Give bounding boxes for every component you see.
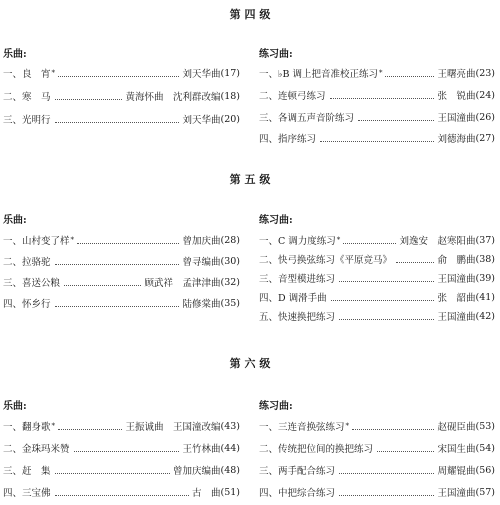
entry-page: (44) — [220, 442, 240, 454]
entry-page: (57) — [475, 486, 495, 498]
pieces-header: 乐曲: — [3, 49, 27, 60]
pieces-header: 乐曲: — [3, 401, 27, 412]
entry-page: (42) — [475, 310, 495, 322]
entry-page: (38) — [475, 253, 495, 265]
toc-entry[interactable] — [259, 441, 495, 455]
entry-author: 王曙亮曲 — [437, 69, 476, 80]
entry-author: 俞 鹏曲 — [437, 255, 476, 266]
toc-entry[interactable] — [259, 252, 495, 266]
dot-leader — [339, 319, 434, 320]
entry-title: 一、翻身歌 — [3, 422, 51, 433]
dot-leader — [330, 98, 435, 99]
entry-author: 曾加庆曲 — [182, 236, 221, 247]
etudes-header: 练习曲: — [259, 49, 293, 60]
entry-title: 二、传统把位间的换把练习 — [259, 444, 374, 455]
dot-leader — [343, 243, 396, 244]
toc-entry[interactable] — [259, 88, 495, 102]
dot-leader — [74, 451, 180, 452]
toc-entry[interactable] — [3, 89, 240, 103]
entry-page: (28) — [220, 234, 240, 246]
entry-page: (18) — [220, 90, 240, 102]
entry-page: (53) — [475, 420, 495, 432]
entry-author: 王振诚曲 王国潼改编 — [125, 422, 221, 433]
entry-page: (23) — [475, 67, 495, 79]
toc-entry[interactable] — [259, 233, 495, 247]
entry-title: 四、怀乡行 — [3, 299, 51, 310]
entry-author: 刘天华曲 — [182, 115, 221, 126]
dot-leader — [55, 264, 180, 265]
entry-title: 四、中把综合练习 — [259, 488, 336, 499]
entry-author: 刘天华曲 — [182, 69, 221, 80]
toc-entry[interactable] — [3, 441, 240, 455]
dot-leader — [339, 281, 434, 282]
entry-author: 王竹林曲 — [182, 444, 221, 455]
dot-leader — [64, 285, 141, 286]
entry-title: 一、♭B 调上把音准校正练习 — [259, 69, 378, 80]
entry-author: 刘德海曲 — [437, 134, 476, 145]
toc-entry[interactable] — [3, 296, 240, 310]
entry-page: (30) — [220, 255, 240, 267]
entry-title: 二、快弓换弦练习《平原竞马》 — [259, 255, 393, 266]
entry-page: (17) — [220, 67, 240, 79]
entry-page: (41) — [475, 291, 495, 303]
toc-entry[interactable] — [3, 66, 240, 80]
dot-leader — [55, 306, 180, 307]
entry-page: (26) — [475, 111, 495, 123]
entry-title: 三、两手配合练习 — [259, 466, 336, 477]
toc-entry[interactable] — [3, 112, 240, 126]
entry-title: 一、山村变了样 — [3, 236, 70, 247]
dot-leader — [377, 451, 434, 452]
toc-entry[interactable] — [259, 485, 495, 499]
entry-title: 一、三连音换弦练习 — [259, 422, 345, 433]
dot-leader — [55, 495, 189, 496]
toc-entry[interactable] — [259, 419, 495, 433]
entry-author: 黄海怀曲 沈利群改编 — [125, 92, 221, 103]
dot-leader — [339, 473, 434, 474]
toc-entry[interactable] — [259, 463, 495, 477]
dot-leader — [396, 262, 434, 263]
entry-page: (37) — [475, 234, 495, 246]
entry-author: 王国潼曲 — [437, 274, 476, 285]
entry-page: (24) — [475, 89, 495, 101]
entry-author: 宋国生曲 — [437, 444, 476, 455]
dot-leader — [55, 473, 170, 474]
entry-author: 陆修棠曲 — [182, 299, 221, 310]
entry-author: 张 韶曲 — [437, 293, 476, 304]
dot-leader — [58, 429, 122, 430]
dot-leader — [320, 141, 434, 142]
toc-entry[interactable] — [259, 271, 495, 285]
etudes-header: 练习曲: — [259, 215, 293, 226]
entry-title: 三、喜送公粮 — [3, 278, 61, 289]
toc-entry[interactable] — [259, 66, 495, 80]
toc-entry[interactable] — [3, 254, 240, 268]
entry-author: 周耀锟曲 — [437, 466, 476, 477]
entry-star: * — [51, 69, 56, 77]
toc-entry[interactable] — [3, 233, 240, 247]
toc-entry[interactable] — [259, 110, 495, 124]
entry-title: 四、指序练习 — [259, 134, 317, 145]
level-title: 第 六 级 — [229, 357, 271, 370]
entry-page: (48) — [220, 464, 240, 476]
entry-page: (56) — [475, 464, 495, 476]
entry-author: 张 锐曲 — [437, 91, 476, 102]
entry-title: 一、良 宵 — [3, 69, 51, 80]
etudes-header: 练习曲: — [259, 401, 293, 412]
entry-author: 曾加庆编曲 — [172, 466, 221, 477]
entry-author: 顾武祥 孟津津曲 — [144, 278, 221, 289]
dot-leader — [339, 495, 434, 496]
dot-leader — [58, 76, 179, 77]
entry-star: * — [378, 69, 383, 77]
entry-author: 刘逸安 赵寒阳曲 — [399, 236, 476, 247]
entry-page: (32) — [220, 276, 240, 288]
entry-author: 曾寻编曲 — [182, 257, 221, 268]
entry-star: * — [345, 422, 350, 430]
entry-title: 三、赶 集 — [3, 466, 51, 477]
dot-leader — [55, 122, 180, 123]
dot-leader — [352, 429, 434, 430]
entry-title: 一、C 调力度练习 — [259, 236, 336, 247]
entry-author: 古 曲 — [191, 488, 221, 499]
dot-leader — [385, 76, 434, 77]
level-title: 第 五 级 — [229, 173, 271, 186]
dot-leader — [55, 99, 123, 100]
entry-title: 二、连顿弓练习 — [259, 91, 326, 102]
entry-page: (20) — [220, 113, 240, 125]
toc-entry[interactable] — [259, 290, 495, 304]
entry-title: 二、金珠玛米赞 — [3, 444, 70, 455]
entry-title: 四、D 调滑手曲 — [259, 293, 327, 304]
entry-star: * — [70, 236, 75, 244]
entry-title: 二、拉骆驼 — [3, 257, 51, 268]
toc-entry[interactable] — [3, 485, 240, 499]
entry-author: 赵砚臣曲 — [437, 422, 476, 433]
entry-page: (35) — [220, 297, 240, 309]
entry-title: 三、各调五声音阶练习 — [259, 113, 355, 124]
entry-star: * — [51, 422, 56, 430]
entry-title: 三、音型模进练习 — [259, 274, 336, 285]
entry-title: 二、寒 马 — [3, 92, 51, 103]
entry-page: (54) — [475, 442, 495, 454]
toc-entry[interactable] — [259, 131, 495, 145]
entry-page: (43) — [220, 420, 240, 432]
entry-star: * — [336, 236, 341, 244]
dot-leader — [77, 243, 179, 244]
entry-page: (51) — [220, 486, 240, 498]
entry-title: 三、光明行 — [3, 115, 51, 126]
entry-author: 王国潼曲 — [437, 488, 476, 499]
toc-entry[interactable] — [3, 275, 240, 289]
dot-leader — [358, 120, 434, 121]
entry-author: 王国潼曲 — [437, 113, 476, 124]
level-title: 第 四 级 — [229, 8, 271, 21]
pieces-header: 乐曲: — [3, 215, 27, 226]
entry-author: 王国潼曲 — [437, 312, 476, 323]
entry-page: (27) — [475, 132, 495, 144]
toc-entry[interactable] — [3, 463, 240, 477]
dot-leader — [331, 300, 435, 301]
toc-entry[interactable] — [3, 419, 240, 433]
toc-entry[interactable] — [259, 309, 495, 323]
entry-page: (39) — [475, 272, 495, 284]
entry-title: 五、快速换把练习 — [259, 312, 336, 323]
entry-title: 四、三宝佛 — [3, 488, 51, 499]
